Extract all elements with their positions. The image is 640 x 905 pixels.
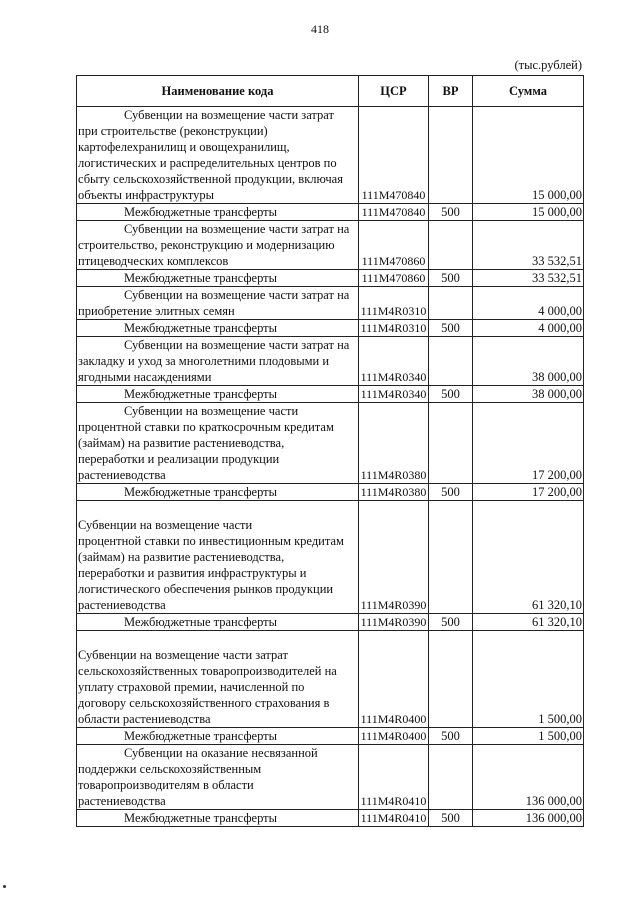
subvention-row (77, 107, 584, 204)
transfer-row (77, 386, 584, 403)
transfer-row (77, 204, 584, 221)
row-csr-cell: 111М4R0400 (359, 631, 429, 728)
row-sum-cell: 1 500,00 (473, 728, 584, 745)
row-csr-cell: 111М4R0390 (359, 614, 429, 631)
margin-mark (3, 885, 6, 888)
row-vr-cell (429, 501, 473, 614)
subvention-row (77, 501, 584, 614)
row-vr-cell: 500 (429, 204, 473, 221)
transfer-row (77, 728, 584, 745)
row-csr-cell: 111М470860 (359, 270, 429, 287)
page-number: 418 (311, 22, 329, 36)
row-name-cell: Межбюджетные трансферты (77, 204, 359, 221)
header-vr: ВР (429, 76, 473, 107)
table-body (77, 107, 584, 827)
row-csr-cell: 111М4R0390 (359, 501, 429, 614)
transfer-row (77, 484, 584, 501)
row-sum-cell: 4 000,00 (473, 287, 584, 320)
row-sum-cell: 61 320,10 (473, 501, 584, 614)
row-sum-cell: 38 000,00 (473, 386, 584, 403)
subvention-row (77, 287, 584, 320)
row-csr-cell: 111М4R0400 (359, 728, 429, 745)
row-vr-cell (429, 107, 473, 204)
row-csr-cell: 111М4R0310 (359, 320, 429, 337)
row-vr-cell (429, 337, 473, 386)
row-vr-cell (429, 403, 473, 484)
row-sum-cell: 61 320,10 (473, 614, 584, 631)
row-sum-cell: 4 000,00 (473, 320, 584, 337)
row-name-cell: Межбюджетные трансферты (77, 614, 359, 631)
header-csr: ЦСР (359, 76, 429, 107)
row-name-cell: Субвенции на возмещение части процентной ставки по инвестиционным кредитам (займам) на развитие растениеводства, переработки и развития инфраструктуры и логистического обеспечения рынков продукции растениеводства (77, 501, 359, 614)
transfer-row (77, 614, 584, 631)
row-sum-cell: 17 200,00 (473, 403, 584, 484)
header-name: Наименование кода (77, 76, 359, 107)
row-vr-cell (429, 287, 473, 320)
subvention-row (77, 221, 584, 270)
row-vr-cell: 500 (429, 320, 473, 337)
row-vr-cell (429, 631, 473, 728)
row-csr-cell: 111М4R0340 (359, 386, 429, 403)
row-name-cell: Межбюджетные трансферты (77, 484, 359, 501)
row-sum-cell: 1 500,00 (473, 631, 584, 728)
row-name-cell: Субвенции на оказание несвязанной поддержки сельскохозяйственным товаропроизводителям в области растениеводства (77, 745, 359, 810)
header-sum: Сумма (473, 76, 584, 107)
row-vr-cell: 500 (429, 270, 473, 287)
row-name-cell: Межбюджетные трансферты (77, 270, 359, 287)
row-name-cell: Субвенции на возмещение части затрат на строительство, реконструкцию и модернизацию птицеводческих комплексов (77, 221, 359, 270)
row-name-cell: Субвенции на возмещение части затрат на закладку и уход за многолетними плодовыми и ягодными насаждениями (77, 337, 359, 386)
transfer-row (77, 270, 584, 287)
row-vr-cell: 500 (429, 614, 473, 631)
row-sum-cell: 33 532,51 (473, 270, 584, 287)
transfer-row (77, 320, 584, 337)
row-sum-cell: 15 000,00 (473, 107, 584, 204)
row-name-cell: Межбюджетные трансферты (77, 386, 359, 403)
row-vr-cell: 500 (429, 728, 473, 745)
row-sum-cell: 38 000,00 (473, 337, 584, 386)
row-sum-cell: 33 532,51 (473, 221, 584, 270)
row-csr-cell: 111М4R0340 (359, 337, 429, 386)
subvention-row (77, 631, 584, 728)
row-vr-cell: 500 (429, 810, 473, 827)
row-csr-cell: 111М4R0380 (359, 403, 429, 484)
row-name-cell: Субвенции на возмещение части затрат сельскохозяйственных товаропроизводителей на уплату страховой премии, начисленной по договору сельскохозяйственного страхования в области растениеводства (77, 631, 359, 728)
row-sum-cell: 17 200,00 (473, 484, 584, 501)
units-label: (тыс.рублей) (514, 58, 582, 72)
row-vr-cell: 500 (429, 484, 473, 501)
row-vr-cell: 500 (429, 386, 473, 403)
row-csr-cell: 111М4R0410 (359, 810, 429, 827)
row-name-cell: Субвенции на возмещение части затрат при строительстве (реконструкции) картофелехранилищ и овощехранилищ, логистических и распределительных центров по сбыту сельскохозяйственной продукции, включая объекты инфраструктуры (77, 107, 359, 204)
row-csr-cell: 111М470860 (359, 221, 429, 270)
row-csr-cell: 111М4R0410 (359, 745, 429, 810)
row-name-cell: Субвенции на возмещение части затрат на приобретение элитных семян (77, 287, 359, 320)
row-name-cell: Межбюджетные трансферты (77, 320, 359, 337)
row-csr-cell: 111М4R0380 (359, 484, 429, 501)
table-header-row (77, 76, 584, 107)
row-vr-cell (429, 221, 473, 270)
row-name-cell: Межбюджетные трансферты (77, 810, 359, 827)
subvention-row (77, 403, 584, 484)
transfer-row (77, 810, 584, 827)
row-name-cell: Субвенции на возмещение части процентной ставки по краткосрочным кредитам (займам) на развитие растениеводства, переработки и реализации продукции растениеводства (77, 403, 359, 484)
row-csr-cell: 111М470840 (359, 107, 429, 204)
subvention-row (77, 745, 584, 810)
subvention-row (77, 337, 584, 386)
row-vr-cell (429, 745, 473, 810)
row-sum-cell: 15 000,00 (473, 204, 584, 221)
row-sum-cell: 136 000,00 (473, 810, 584, 827)
row-sum-cell: 136 000,00 (473, 745, 584, 810)
row-name-cell: Межбюджетные трансферты (77, 728, 359, 745)
row-csr-cell: 111М470840 (359, 204, 429, 221)
row-csr-cell: 111М4R0310 (359, 287, 429, 320)
budget-table (76, 75, 584, 827)
